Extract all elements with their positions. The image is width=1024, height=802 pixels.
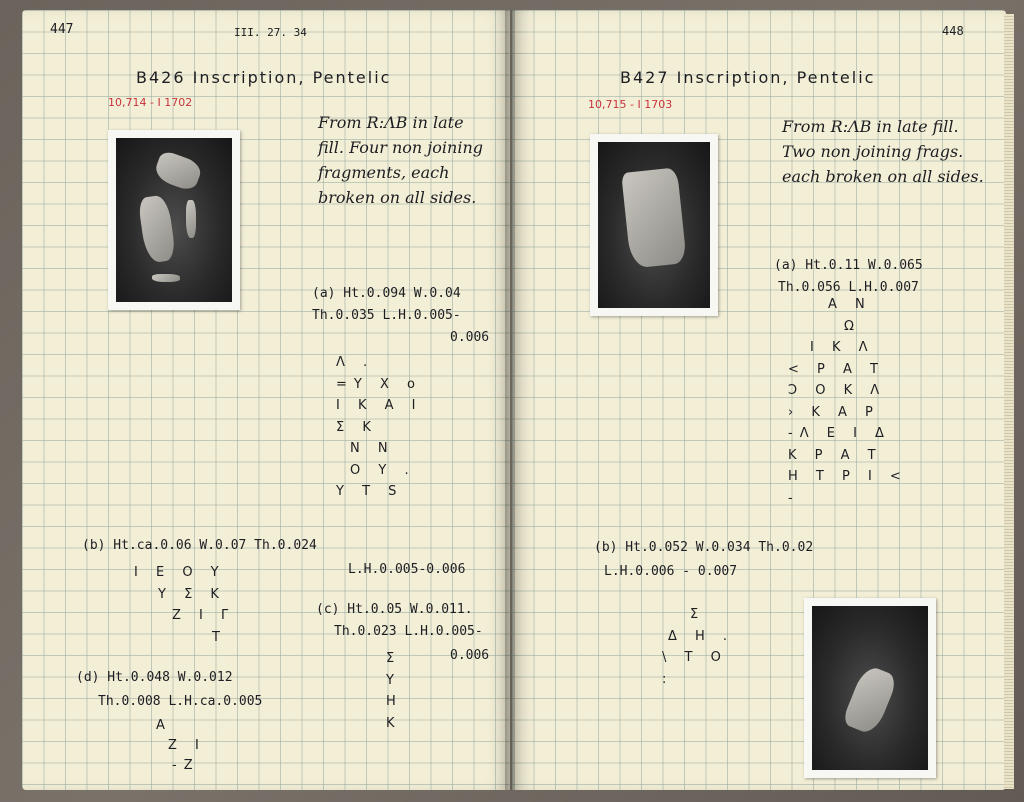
text-line: - [788,490,800,506]
text-line: Ω [844,318,861,334]
text-line: Y Σ K [158,586,226,602]
catalog-number: 10,714 - I 1702 [108,96,193,109]
text-line: Σ [386,651,402,666]
frag-d-dimensions: (d) Ht.0.048 W.0.012 [76,670,233,685]
frag-d-transcription [156,716,206,776]
text-line: Δ H . [668,628,735,644]
fragment-photo [804,598,936,778]
notebook-spine [505,10,515,790]
catalog-number: 10,715 - I 1703 [588,98,673,111]
frag-c-dimensions: (c) Ht.0.05 W.0.011. [316,602,473,617]
frag-c-letter-height: 0.006 [450,648,490,663]
text-line: I E O Y [134,565,226,580]
frag-a-letter-height: 0.006 [450,330,490,345]
text-line: H T P I < [788,469,908,484]
text-line: H [386,694,403,709]
entry-description: From R:ΛB in late fill. Four non joining fragments, each broken on all sides. [318,113,483,207]
text-line: : [662,671,674,687]
entry-title: B426 Inscription, Pentelic [136,68,392,87]
text-line: Z I Γ [172,608,236,623]
text-line: K [386,715,402,731]
entry-description: From R:ΛB in late fill. Two non joining frags. each broken on all sides. [782,117,984,186]
text-line: A N [828,297,872,312]
frag-c-transcription [386,648,403,734]
text-line: I K Λ [810,340,875,355]
text-line: N N [350,441,395,456]
text-line: Σ K [336,419,378,435]
frag-b-transcription [662,604,734,690]
frag-b-dimensions: (b) Ht.0.052 W.0.034 Th.0.02 [594,540,814,555]
entry-title: B427 Inscription, Pentelic [620,68,876,87]
text-line: -Z [172,758,200,773]
page-number: 448 [942,24,964,38]
text-line: \ T O [662,650,728,665]
text-line: Λ . [336,355,375,370]
text-line: A [156,718,172,733]
text-line: I K A I [336,398,423,413]
entry-date: III. 27. 34 [234,26,307,39]
frag-b-dimensions: (b) Ht.ca.0.06 W.0.07 Th.0.024 [82,538,317,553]
fragment-photo [108,130,240,310]
text-line: Z I [168,738,206,753]
frag-a-thickness: Th.0.035 L.H.0.005- [312,308,461,323]
frag-a-dimensions: (a) Ht.0.11 W.0.065 [774,258,923,273]
right-page [512,10,1006,790]
text-line: < P A T [788,361,885,377]
text-line: Y T S [336,484,404,499]
text-line: O Y . [350,462,416,478]
text-line: Σ [690,607,706,622]
frag-a-transcription [336,352,422,503]
text-line: Ↄ O K Λ [788,383,887,398]
text-line: =Y X o [336,376,422,392]
frag-a-dimensions: (a) Ht.0.094 W.0.04 [312,286,461,301]
frag-c-thickness: Th.0.023 L.H.0.005- [334,624,483,639]
frag-a-thickness: Th.0.056 L.H.0.007 [778,280,919,295]
frag-b-letter-height: L.H.0.005-0.006 [348,562,466,577]
text-line: Y [386,672,401,688]
fragment-photo [590,134,718,316]
frag-b-transcription [134,562,235,648]
frag-a-transcription [788,294,908,509]
text-line: K P A T [788,447,883,463]
frag-b-letter-height: L.H.0.006 - 0.007 [604,564,738,579]
left-page [22,10,510,790]
page-edges [1004,14,1014,789]
text-line: › K A P [788,404,880,420]
frag-d-thickness: Th.0.008 L.H.ca.0.005 [98,694,263,709]
text-line: -Λ E I Δ [788,426,891,441]
text-line: T [212,629,227,645]
page-number: 447 [50,22,74,37]
